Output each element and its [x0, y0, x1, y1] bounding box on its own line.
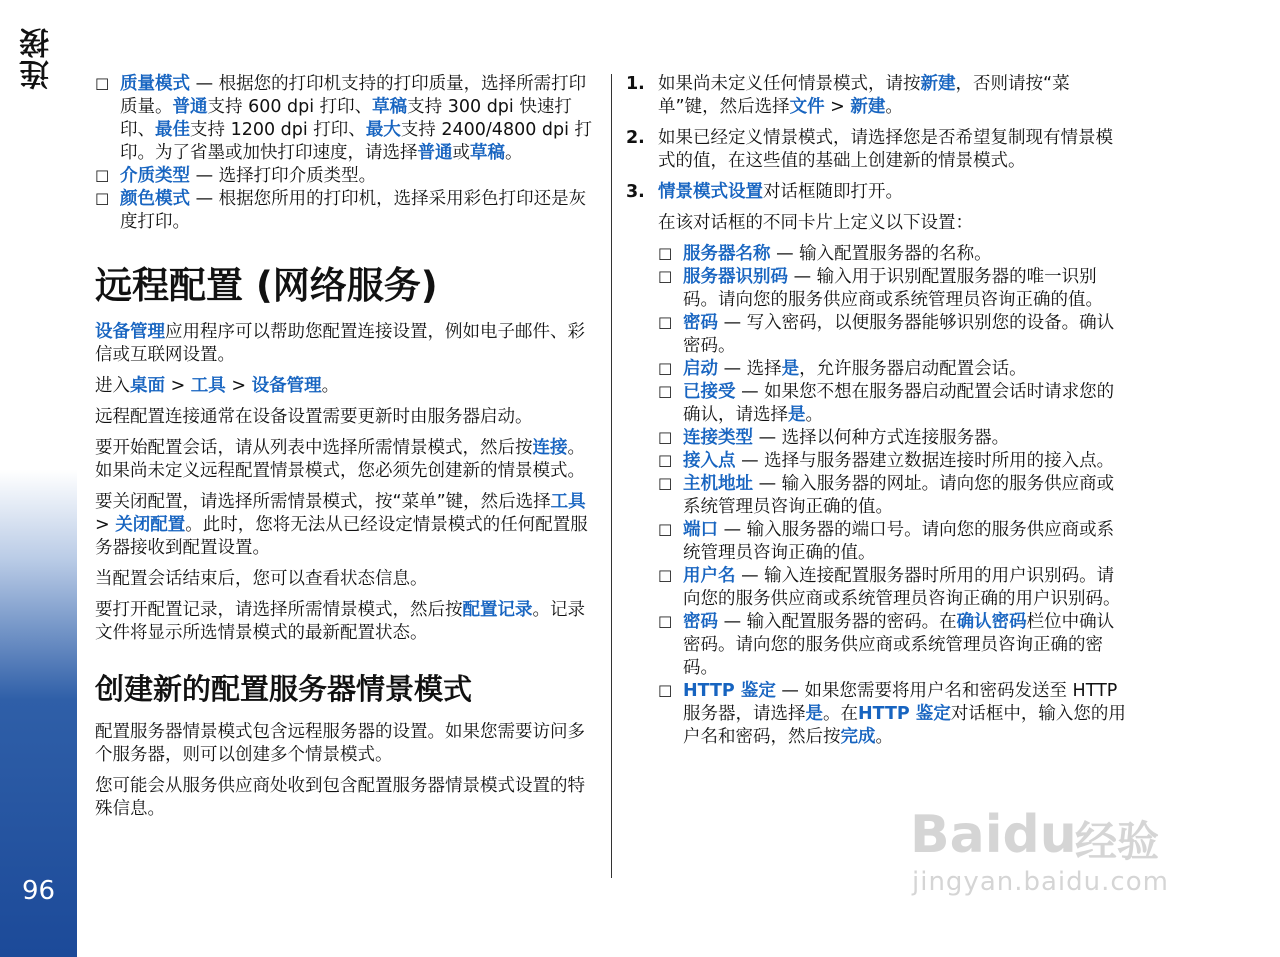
checkbox-icon: ☐ — [658, 268, 673, 287]
text: 栏位中确认密码。请向您的服务供应商或系统管理员咨询正确的密码。 — [683, 612, 1115, 678]
list-item — [95, 73, 595, 165]
term: 工具 — [550, 492, 586, 512]
list-item-text — [683, 266, 1128, 312]
text: 。如果尚未定义远程配置情景模式，您必须先创建新的情景模式。 — [95, 438, 585, 481]
text: — 根据您所用的打印机，选择采用彩色打印还是灰度打印。 — [120, 189, 587, 232]
watermark — [900, 805, 1200, 905]
term: 启动 — [683, 359, 718, 379]
text: — 输入用于识别配置服务器的唯一识别码。请向您的服务供应商或系统管理员咨询正确的值。 — [683, 267, 1103, 310]
paragraph — [95, 375, 595, 398]
list-item-text — [120, 188, 595, 234]
term: 设备管理 — [251, 376, 322, 396]
list-item — [658, 381, 1128, 427]
text: 要关闭配置，请选择所需情景模式，按“菜单”键，然后选择 — [95, 492, 551, 512]
list-item — [658, 312, 1128, 358]
text: ，允许服务器启动配置会话。 — [799, 359, 1027, 379]
text: — 选择与服务器建立数据连接时所用的接入点。 — [735, 451, 1115, 471]
text: 如果尚未定义任何情景模式，请按 — [658, 74, 921, 94]
checkbox-icon: ☐ — [658, 314, 673, 333]
term: 接入点 — [683, 451, 736, 471]
paragraph — [95, 491, 595, 560]
list-item-text — [683, 381, 1128, 427]
term: 关闭配置 — [115, 515, 186, 535]
term: 文件 — [789, 97, 825, 117]
page-number: 96 — [21, 876, 56, 906]
term: 服务器识别码 — [683, 267, 788, 287]
text: ，否则请按“菜单”键，然后选择 — [658, 74, 1070, 117]
term: 新建 — [920, 74, 956, 94]
text: 支持 600 dpi 打印、 — [207, 97, 373, 117]
text: 。 — [505, 143, 523, 163]
checkbox-icon: ☐ — [658, 521, 673, 540]
paragraph: 当配置会话结束后，您可以查看状态信息。 — [95, 569, 428, 589]
list-item-text — [683, 473, 1128, 519]
step-number: 1. — [626, 74, 645, 94]
term: 介质类型 — [120, 166, 190, 186]
term: HTTP 鉴定 — [858, 704, 951, 724]
checkbox-icon: ☐ — [95, 190, 110, 209]
checkbox-icon: ☐ — [658, 383, 673, 402]
list-item — [95, 188, 595, 234]
list-item-text — [683, 450, 1128, 473]
text: 。此时，您将无法从已经设定情景模式的任何配置服务器接收到配置设置。 — [95, 515, 588, 558]
text: — 如果您不想在服务器启动配置会话时请求您的确认，请选择 — [683, 382, 1115, 425]
checkbox-icon: ☐ — [95, 167, 110, 186]
list-item — [658, 358, 1128, 381]
step — [626, 73, 1128, 119]
paragraph: 远程配置连接通常在设备设置需要更新时由服务器启动。 — [95, 407, 533, 427]
text: 要开始配置会话，请从列表中选择所需情景模式，然后按 — [95, 438, 533, 458]
paragraph — [95, 321, 595, 367]
right-column — [626, 73, 1128, 749]
checkbox-icon: ☐ — [658, 452, 673, 471]
term: 连接类型 — [683, 428, 753, 448]
term: 普通 — [172, 97, 208, 117]
term: 服务器名称 — [683, 244, 771, 264]
term: 用户名 — [683, 566, 736, 586]
checkbox-icon: ☐ — [658, 360, 673, 379]
term: 是 — [781, 359, 800, 379]
text: 或 — [452, 143, 470, 163]
text: 支持 1200 dpi 打印、 — [190, 120, 366, 140]
text: > — [824, 97, 851, 117]
text: — 输入配置服务器的名称。 — [770, 244, 992, 264]
term: 颜色模式 — [120, 189, 190, 209]
term: 最大 — [365, 120, 401, 140]
paragraph: 配置服务器情景模式包含远程服务器的设置。如果您需要访问多个服务器，则可以创建多个情景模式。 — [95, 722, 585, 765]
text: 对话框随即打开。 — [763, 182, 903, 202]
term: 已接受 — [683, 382, 736, 402]
text: — 根据您的打印机支持的打印质量，选择所需打印质量。 — [120, 74, 587, 117]
list-item-text — [120, 165, 595, 188]
step-text — [658, 73, 1128, 119]
list-item — [658, 427, 1128, 450]
term: 连接 — [532, 438, 568, 458]
paragraph — [95, 599, 595, 645]
list-item-text — [683, 611, 1128, 680]
list-item — [658, 243, 1128, 266]
list-item-text — [683, 358, 1128, 381]
term: 密码 — [683, 612, 718, 632]
left-column — [95, 73, 595, 829]
list-item-text — [683, 519, 1128, 565]
checkbox-icon: ☐ — [658, 613, 673, 632]
text: 。 — [885, 97, 903, 117]
step-text: 如果已经定义情景模式，请选择您是否希望复制现有情景模式的值，在这些值的基础上创建新的情景模式。 — [658, 128, 1113, 171]
text: — 如果您需要将用户名和密码发送至 HTTP 服务器，请选择 — [683, 681, 1118, 724]
checkbox-icon: ☐ — [95, 75, 110, 94]
text: — 选择以何种方式连接服务器。 — [753, 428, 1010, 448]
text: 。在 — [823, 704, 858, 724]
step-number: 3. — [626, 182, 645, 202]
text: — 输入配置服务器的密码。在 — [718, 612, 957, 632]
text: — 输入连接配置服务器时所用的用户识别码。请向您的服务供应商或系统管理员咨询正确的用户识别码。 — [683, 566, 1121, 609]
text: > — [165, 376, 191, 396]
list-item-text — [120, 73, 595, 165]
watermark-logo: Baidu — [910, 805, 1077, 865]
list-item — [658, 450, 1128, 473]
section-heading: 远程配置 (网络服务) — [95, 264, 438, 307]
text: 支持 2400/4800 dpi 打印。为了省墨或加快打印速度，请选择 — [120, 120, 593, 163]
text: 支持 300 dpi 快速打印、 — [120, 97, 572, 140]
paragraph: 您可能会从服务供应商处收到包含配置服务器情景模式设置的特殊信息。 — [95, 776, 585, 819]
step-number: 2. — [626, 128, 645, 148]
term: HTTP 鉴定 — [683, 681, 776, 701]
checkbox-icon: ☐ — [658, 475, 673, 494]
term: 最佳 — [155, 120, 190, 140]
list-item — [658, 680, 1128, 749]
watermark-label: 经验 — [1075, 817, 1160, 866]
list-item — [658, 473, 1128, 519]
text: 。 — [805, 405, 823, 425]
paragraph: 在该对话框的不同卡片上定义以下设置： — [658, 213, 973, 233]
text: 。记录文件将显示所选情景模式的最新配置状态。 — [95, 600, 585, 643]
term: 新建 — [850, 97, 886, 117]
term: 端口 — [683, 520, 718, 540]
text: > — [95, 515, 116, 535]
list-item-text — [683, 312, 1128, 358]
text: 对话框中，输入您的用户名和密码，然后按 — [683, 704, 1126, 747]
text: — 选择打印介质类型。 — [190, 166, 377, 186]
text: 。 — [875, 727, 893, 747]
text: — 输入服务器的端口号。请向您的服务供应商或系统管理员咨询正确的值。 — [683, 520, 1115, 563]
term: 桌面 — [130, 376, 165, 396]
term: 质量模式 — [120, 74, 190, 94]
term: 草稿 — [372, 97, 408, 117]
column-divider — [611, 74, 612, 878]
text: 要打开配置记录，请选择所需情景模式，然后按 — [95, 600, 463, 620]
checkbox-icon: ☐ — [658, 429, 673, 448]
subsection-heading: 创建新的配置服务器情景模式 — [95, 672, 473, 706]
section-title: 连接 — [20, 26, 55, 90]
step — [626, 127, 1128, 173]
term: 情景模式设置 — [658, 182, 763, 202]
list-item-text — [683, 243, 1128, 266]
list-item — [658, 611, 1128, 680]
text: > — [225, 376, 252, 396]
watermark-url: jingyan.baidu.com — [912, 867, 1169, 897]
term: 是 — [805, 704, 823, 724]
checkbox-icon: ☐ — [658, 245, 673, 264]
checkbox-icon: ☐ — [658, 682, 673, 701]
term: 是 — [788, 405, 806, 425]
text: 进入 — [95, 376, 130, 396]
term: 配置记录 — [462, 600, 533, 620]
term: 普通 — [417, 143, 453, 163]
step — [626, 181, 1128, 204]
text: 。 — [321, 376, 340, 396]
term: 草稿 — [470, 143, 505, 163]
list-item — [658, 565, 1128, 611]
term: 密码 — [683, 313, 718, 333]
text: — 写入密码，以便服务器能够识别您的设备。确认密码。 — [683, 313, 1115, 356]
paragraph — [95, 437, 595, 483]
step-text — [658, 181, 1128, 204]
text: 应用程序可以帮助您配置连接设置，例如电子邮件、彩信或互联网设置。 — [95, 322, 585, 365]
list-item-text — [683, 427, 1128, 450]
term: 工具 — [190, 376, 226, 396]
text: — 输入服务器的网址。请向您的服务供应商或系统管理员咨询正确的值。 — [683, 474, 1115, 517]
term: 设备管理 — [95, 322, 165, 342]
checkbox-icon: ☐ — [658, 567, 673, 586]
term: 完成 — [840, 727, 876, 747]
text: — 选择 — [718, 359, 782, 379]
list-item — [95, 165, 595, 188]
list-item-text — [683, 680, 1128, 749]
list-item — [658, 266, 1128, 312]
sidebar — [0, 0, 77, 957]
list-item-text — [683, 565, 1128, 611]
list-item — [658, 519, 1128, 565]
term: 确认密码 — [956, 612, 1027, 632]
term: 主机地址 — [683, 474, 753, 494]
